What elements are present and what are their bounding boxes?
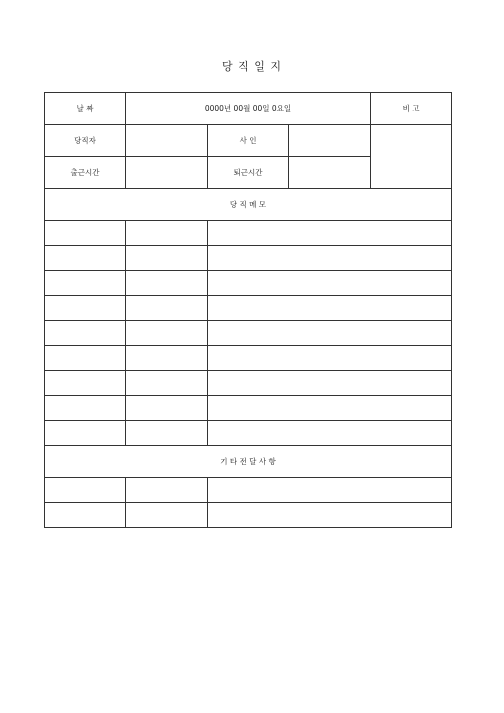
memo-cell-1[interactable] — [45, 371, 126, 396]
memo-row — [45, 421, 452, 446]
memo-section-header — [45, 189, 452, 221]
memo-cell-1[interactable] — [45, 421, 126, 446]
other-cell-2[interactable] — [126, 503, 208, 528]
other-row — [45, 478, 452, 503]
other-row — [45, 503, 452, 528]
date-row — [45, 93, 452, 125]
memo-cell-3[interactable] — [208, 346, 452, 371]
memo-cell-2[interactable] — [126, 221, 208, 246]
clock-out-label: 퇴근시간 — [208, 157, 289, 189]
memo-cell-1[interactable] — [45, 221, 126, 246]
memo-cell-2[interactable] — [126, 321, 208, 346]
date-value[interactable]: 0000년 00월 00일 0요일 — [126, 93, 371, 125]
memo-cell-1[interactable] — [45, 296, 126, 321]
memo-row — [45, 396, 452, 421]
remarks-label: 비 고 — [371, 93, 452, 125]
memo-row — [45, 321, 452, 346]
memo-row — [45, 346, 452, 371]
memo-cell-1[interactable] — [45, 346, 126, 371]
memo-cell-3[interactable] — [208, 271, 452, 296]
memo-cell-3[interactable] — [208, 396, 452, 421]
sign-label: 사 인 — [208, 125, 289, 157]
memo-rows — [45, 221, 452, 446]
remarks-value[interactable] — [371, 125, 452, 189]
document-title: 당 직 일 지 — [222, 60, 282, 73]
memo-cell-2[interactable] — [126, 346, 208, 371]
other-cell-3[interactable] — [208, 503, 452, 528]
memo-cell-3[interactable] — [208, 221, 452, 246]
other-cell-1[interactable] — [45, 503, 126, 528]
other-cell-2[interactable] — [126, 478, 208, 503]
memo-cell-1[interactable] — [45, 271, 126, 296]
duty-person-row — [45, 125, 452, 157]
memo-cell-1[interactable] — [45, 246, 126, 271]
memo-cell-1[interactable] — [45, 396, 126, 421]
memo-row — [45, 221, 452, 246]
memo-cell-3[interactable] — [208, 321, 452, 346]
memo-row — [45, 246, 452, 271]
memo-row — [45, 296, 452, 321]
other-rows — [45, 478, 452, 528]
duty-person-value[interactable] — [126, 125, 208, 157]
memo-row — [45, 271, 452, 296]
duty-person-label: 당직자 — [45, 125, 126, 157]
sign-value[interactable] — [289, 125, 371, 157]
memo-cell-2[interactable] — [126, 296, 208, 321]
other-section-title: 기 타 전 달 사 항 — [45, 446, 452, 478]
memo-cell-3[interactable] — [208, 246, 452, 271]
memo-cell-3[interactable] — [208, 296, 452, 321]
other-cell-3[interactable] — [208, 478, 452, 503]
memo-cell-3[interactable] — [208, 421, 452, 446]
memo-cell-2[interactable] — [126, 396, 208, 421]
other-section-header — [45, 446, 452, 478]
memo-cell-2[interactable] — [126, 421, 208, 446]
clock-in-label: 출근시간 — [45, 157, 126, 189]
memo-cell-2[interactable] — [126, 371, 208, 396]
memo-section-title: 당 직 메 모 — [45, 189, 452, 221]
other-cell-1[interactable] — [45, 478, 126, 503]
date-label: 날 짜 — [45, 93, 126, 125]
clock-in-value[interactable] — [126, 157, 208, 189]
memo-cell-2[interactable] — [126, 246, 208, 271]
memo-cell-3[interactable] — [208, 371, 452, 396]
memo-row — [45, 371, 452, 396]
clock-out-value[interactable] — [289, 157, 371, 189]
memo-cell-1[interactable] — [45, 321, 126, 346]
duty-log-table — [44, 92, 452, 528]
memo-cell-2[interactable] — [126, 271, 208, 296]
